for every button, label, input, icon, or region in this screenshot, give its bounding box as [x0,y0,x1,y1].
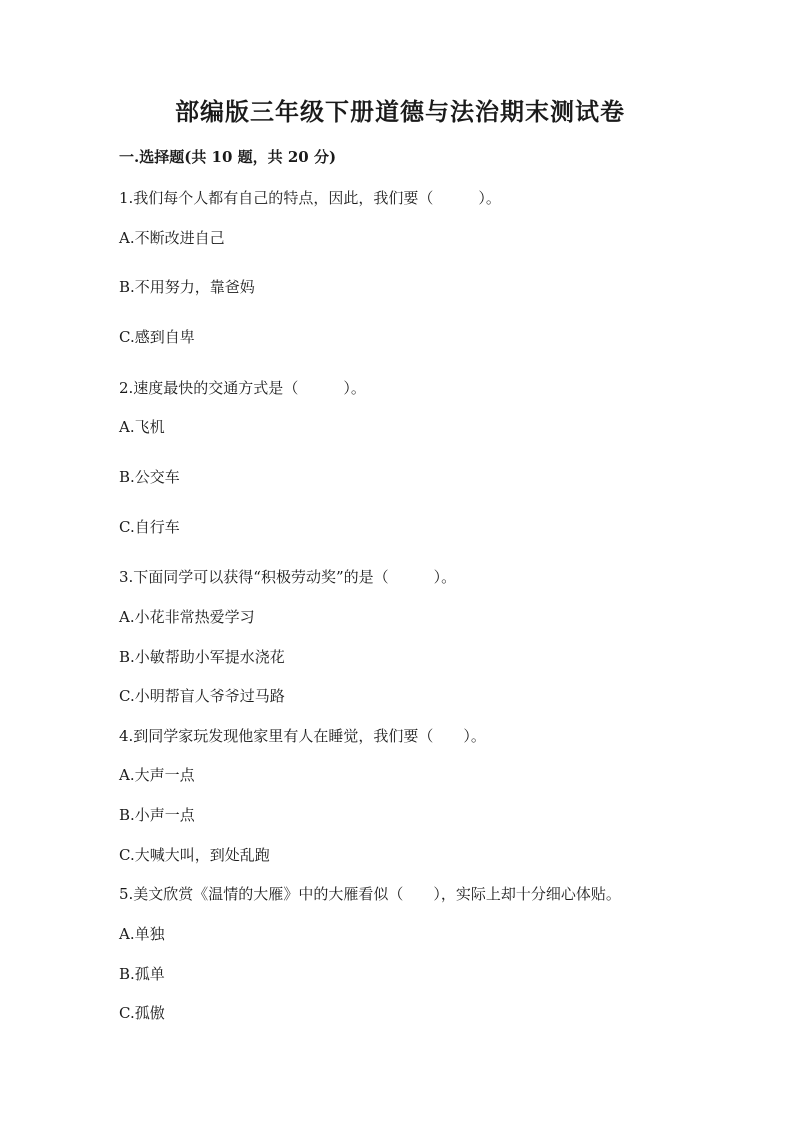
question-4-stem: 4.到同学家玩发现他家里有人在睡觉，我们要（ ）。 [119,727,486,745]
question-3-option-a: A.小花非常热爱学习 [119,608,255,626]
question-1-stem: 1.我们每个人都有自己的特点，因此，我们要（ ）。 [119,189,501,207]
question-5-option-c: C.孤傲 [119,1004,165,1022]
question-2-option-a: A.飞机 [119,418,165,436]
question-3-stem: 3.下面同学可以获得“积极劳动奖”的是（ ）。 [119,568,457,586]
question-1-option-a: A.不断改进自己 [119,229,225,247]
question-5-option-b: B.孤单 [119,965,165,983]
question-2-stem: 2.速度最快的交通方式是（ ）。 [119,379,366,397]
section-heading: 一.选择题(共 10 题，共 20 分) [119,148,337,166]
question-4-option-a: A.大声一点 [119,766,195,784]
question-4-option-c: C.大喊大叫，到处乱跑 [119,846,270,864]
question-5-stem: 5.美文欣赏《温情的大雁》中的大雁看似（ ），实际上却十分细心体贴。 [119,885,621,903]
question-4-option-b: B.小声一点 [119,806,195,824]
question-1-option-b: B.不用努力，靠爸妈 [119,278,255,296]
question-3-option-b: B.小敏帮助小军提水浇花 [119,648,285,666]
question-2-option-c: C.自行车 [119,518,180,536]
question-3-option-c: C.小明帮盲人爷爷过马路 [119,687,285,705]
page-title: 部编版三年级下册道德与法治期末测试卷 [175,97,625,126]
question-2-option-b: B.公交车 [119,468,180,486]
question-5-option-a: A.单独 [119,925,165,943]
question-1-option-c: C.感到自卑 [119,328,195,346]
